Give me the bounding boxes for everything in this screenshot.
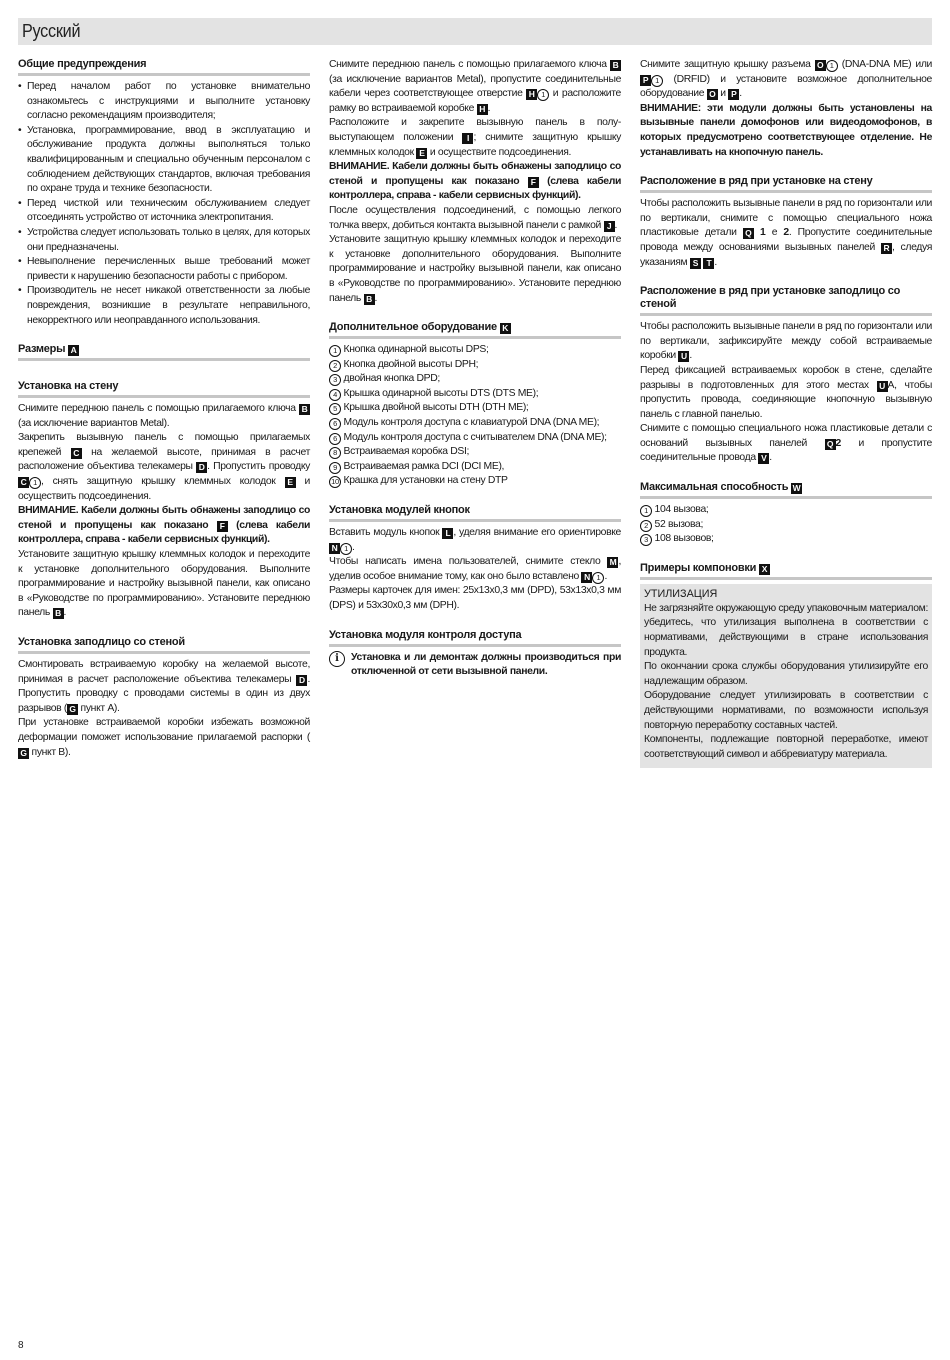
circled-number: 1 <box>329 345 341 357</box>
section-title-row-flush: Расположение в ряд при установке заподлицо со стеной <box>640 285 932 316</box>
circled-number: 1 <box>640 505 652 517</box>
circled-number: 1 <box>340 543 352 555</box>
dimensions-title-text: Размеры <box>18 343 66 356</box>
section-title-capacity <box>640 481 932 499</box>
figure-ref: A <box>68 345 79 356</box>
paragraph: Снимите переднюю панель с помощью прилагаемого ключа B (за исключение вариантов Metal), пропустите соединительные кабели через соответствующее отверстие H 1 и расположите рамку во встраиваемой коробке H . <box>329 59 621 114</box>
figure-ref: E <box>285 477 296 488</box>
circled-number: 3 <box>640 534 652 546</box>
paragraph: При установке встраиваемой коробки избежать возможной деформации поможет использование прилагаемой распорки (G пункт B). <box>18 717 310 758</box>
figure-ref: N <box>329 543 340 554</box>
list-item: 3 двойная кнопка DPD; <box>329 372 621 387</box>
paragraph: Установите защитную крышку клеммных колодок и переходите к установке дополнительного оборудования. Выполните программирование и настройку вызывной панели, как описано в «Руководстве по программированию». Установите переднюю панель B . <box>329 234 621 304</box>
figure-ref: R <box>881 243 892 254</box>
figure-ref: U <box>678 351 689 362</box>
circled-number: 3 <box>329 374 341 386</box>
figure-ref: X <box>759 564 770 575</box>
figure-ref: F <box>528 177 539 188</box>
capacity-list <box>640 503 932 547</box>
section-title-access-control: Установка модуля контроля доступа <box>329 629 621 647</box>
figure-ref: B <box>610 60 621 71</box>
list-item: 2 Кнопка двойной высоты DPH; <box>329 358 621 373</box>
list-item: 3 108 вызовов; <box>640 532 932 547</box>
figure-ref: V <box>758 453 769 464</box>
paragraph: Чтобы расположить вызывные панели в ряд по горизонтали или по вертикали, снимите с помощью специального ножа пластиковые детали Q 1 е 2. Пропустите соединительные провода между основаниями вызывных панелей R , следуя указаниям S T . <box>640 198 932 268</box>
paragraph: Компоненты, подлежащие повторной переработке, имеют соответствующий символ и аббревиатуру материала. <box>644 734 928 760</box>
figure-ref: B <box>53 608 64 619</box>
circled-number: 2 <box>640 520 652 532</box>
figure-ref: B <box>299 404 310 415</box>
list-item: 1 104 вызова; <box>640 503 932 518</box>
paragraph: Чтобы написать имена пользователей, снимите стекло M , уделив особое внимание тому, как оно было вставлено N 1 . <box>329 556 621 582</box>
section-title-examples <box>640 562 932 580</box>
paragraph: Не загрязняйте окружающую среду упаковочным материалом: убедитесь, что утилизация выполнена в соответствии с нормативами, действующими в стране использования продукта. <box>644 602 928 658</box>
paragraph: Расположите и закрепите вызывную панель в полу-выступающем положении I ; снимите защитную крышку клеммных колодок E и осуществите подсоединения. <box>329 117 621 158</box>
paragraph: Снимите с помощью специального ножа пластиковые детали с оснований вызывных панелей Q 2 и пропустите соединительные провода V . <box>640 423 932 464</box>
paragraph: Перед фиксацией встраиваемых коробок в стене, сделайте разрывы в подготовленных для этого местах U A, чтобы пропустить провода, соединяющие кнопочную вызывную панель с главной панелью. <box>640 364 932 420</box>
section-title-flush: Установка заподлицо со стеной <box>18 636 310 654</box>
paragraph: Оборудование следует утилизировать в соответствии с действующими нормативами, по возможности используя повторную переработку составных частей. <box>644 690 928 731</box>
capacity-title-text: Максимальная способность <box>640 481 789 494</box>
info-note <box>329 651 621 680</box>
list-item: 5 Крышка двойной высоты DTH (DTH ME); <box>329 401 621 416</box>
disposal-box <box>640 584 932 769</box>
section-title-accessories <box>329 321 621 339</box>
paragraph: После осуществления подсоединений, с помощью легкого толчка вверх, добиться контакта вызывной панели с рамкой J . <box>329 204 621 231</box>
list-item: 6 Модуль контроля доступа с считывателем DNA (DNA ME); <box>329 431 621 446</box>
paragraph: Снимите переднюю панель с помощью прилагаемого ключа B (за исключение вариантов Metal). <box>18 402 310 431</box>
paragraph: По окончании срока службы оборудования утилизируйте его надлежащим образом. <box>644 661 928 687</box>
figure-ref: L <box>442 528 453 539</box>
paragraph: Чтобы расположить вызывные панели в ряд по горизонтали или по вертикали, зафиксируйте между собой встраиваемые коробки U . <box>640 321 932 362</box>
paragraph: Смонтировать встраиваемую коробку на желаемой высоте, принимая в расчет расположение объектива телекамеры D . Пропустить проводку с проводами системы в один из двух разрывов ( G пункт A). <box>18 659 310 714</box>
language-header <box>18 18 932 45</box>
circled-number: 1 <box>537 89 549 101</box>
figure-ref: U <box>877 381 888 392</box>
circled-number: 1 <box>826 60 838 72</box>
figure-ref: G <box>67 704 78 715</box>
section-title-row-wall: Расположение в ряд при установке на стену <box>640 175 932 193</box>
list-item: 10 Крашка для установки на стену DTP <box>329 474 621 489</box>
figure-ref: Q <box>743 228 754 239</box>
figure-ref: Q <box>825 439 836 450</box>
figure-ref: N <box>581 572 592 583</box>
disposal-title: УТИЛИЗАЦИЯ <box>644 587 718 600</box>
figure-ref: C <box>71 448 82 459</box>
circled-number: 5 <box>329 403 341 415</box>
paragraph: Закрепить вызывную панель с помощью прилагаемых крепежей C на желаемой высоте, принимая в расчет расположение объектива телекамеры D . Пропустить проводку C 1 , снять защитную крышку клеммных колодок E и осуществить подсоединения. <box>18 432 310 502</box>
paragraph: Снимите защитную крышку разъема O 1 (DNA-DNA ME) или P 1 (DRFID) и установите возможное дополнительное оборудование O и P . <box>640 59 932 100</box>
figure-ref: D <box>296 675 307 686</box>
section-title-buttons: Установка модулей кнопок <box>329 504 621 522</box>
circled-number: 4 <box>329 389 341 401</box>
info-note-text: Установка и ли демонтаж должны производиться при отключенной от сети вызывной панели. <box>351 651 621 678</box>
list-item: • Невыполнение перечисленных выше требований может привести к нарушению безопасности работы с прибором. <box>18 255 310 284</box>
section-title-wall: Установка на стену <box>18 380 310 398</box>
info-icon: i <box>329 651 345 667</box>
figure-ref: O <box>707 89 718 100</box>
list-item: • Установка, программирование, ввод в эксплуатацию и обслуживание продукта должны выполняться только квалифицированным и специально обученным персоналом с соблюдением действующих стандартов, включая требования по охране труда и технике безопасности. <box>18 124 310 197</box>
list-item: • Производитель не несет никакой ответственности за любые повреждения, возникшие в результате неправильного, некорректного или неоправданного использования. <box>18 284 310 328</box>
figure-ref: H <box>526 89 537 100</box>
list-item: 2 52 вызова; <box>640 518 932 533</box>
figure-ref: K <box>500 323 511 334</box>
circled-number: 1 <box>592 572 604 584</box>
list-item: 4 Крышка одинарной высоты DTS (DTS ME); <box>329 387 621 402</box>
list-item: 8 Встраиваемая коробка DSI; <box>329 445 621 460</box>
figure-ref: C <box>18 477 29 488</box>
list-item: 1 Кнопка одинарной высоты DPS; <box>329 343 621 358</box>
column-3 <box>640 58 932 768</box>
figure-ref: M <box>607 557 618 568</box>
circled-number: 6 <box>329 433 341 445</box>
figure-ref: O <box>815 60 826 71</box>
figure-ref: S <box>690 258 701 269</box>
figure-ref: D <box>196 462 207 473</box>
circled-number: 9 <box>329 462 341 474</box>
column-2 <box>329 58 621 680</box>
paragraph: Вставить модуль кнопок L , уделяя внимание его ориентировке N 1 . <box>329 527 621 553</box>
section-title-dimensions <box>18 343 310 361</box>
figure-ref: F <box>217 521 228 532</box>
page-number: 8 <box>18 1340 24 1351</box>
figure-ref: T <box>703 258 714 269</box>
warning-paragraph: ВНИМАНИЕ. Кабели должны быть обнажены заподлицо со стеной и пропущены как показано F (слева кабели контроллера, справа - кабели сервисных функций). <box>18 505 310 546</box>
figure-ref: B <box>364 294 375 305</box>
general-warnings-list <box>18 80 310 328</box>
figure-ref: J <box>604 221 615 232</box>
paragraph: Размеры карточек для имен: 25x13x0,3 мм (DPD), 53x13x0,3 мм (DPS) и 53x30x0,3 мм (DPH). <box>329 585 621 611</box>
circled-number: 10 <box>329 476 341 488</box>
circled-number: 1 <box>29 477 41 489</box>
examples-title-text: Примеры компоновки <box>640 561 757 574</box>
accessories-list <box>329 343 621 489</box>
figure-ref: E <box>416 148 427 159</box>
figure-ref: G <box>18 748 29 759</box>
figure-ref: W <box>792 483 801 494</box>
list-item: 6 Модуль контроля доступа с клавиатурой DNA (DNA ME); <box>329 416 621 431</box>
section-title-general: Общие предупреждения <box>18 58 310 76</box>
list-item: • Перед чисткой или техническим обслуживанием следует отсоединять устройство от источника электропитания. <box>18 197 310 226</box>
circled-number: 8 <box>329 447 341 459</box>
paragraph: Установите защитную крышку клеммных колодок и переходите к установке дополнительного оборудования. Выполните программирование и настройку вызывной панели, как описано в «Руководстве по программированию». Установите переднюю панель B . <box>18 549 310 619</box>
circled-number: 1 <box>651 75 663 87</box>
figure-ref: H <box>477 104 488 115</box>
language-title: Русский <box>22 21 81 41</box>
circled-number: 6 <box>329 418 341 430</box>
accessories-title-text: Дополнительное оборудование <box>329 321 497 334</box>
warning-paragraph: ВНИМАНИЕ: эти модули должны быть установлены на вызывные панели домофонов или видеодомофонов, в которых предусмотрено соответствующее отделение. Не устанавливать на кнопочную панель. <box>640 102 932 158</box>
circled-number: 2 <box>329 360 341 372</box>
list-item: • Перед началом работ по установке внимательно ознакомьтесь с инструкциями и выполните установку согласно рекомендациям производителя; <box>18 80 310 124</box>
column-1 <box>18 58 310 760</box>
figure-ref: P <box>640 75 651 86</box>
figure-ref: P <box>728 89 739 100</box>
list-item: • Устройства следует использовать только в целях, для которых они предназначены. <box>18 226 310 255</box>
warning-paragraph: ВНИМАНИЕ. Кабели должны быть обнажены заподлицо со стеной и пропущены как показано F (слева кабели контроллера, справа - кабели сервисных функций). <box>329 161 621 202</box>
list-item: 9 Встраиваемая рамка DCI (DCI ME), <box>329 460 621 475</box>
figure-ref: I <box>462 133 473 144</box>
